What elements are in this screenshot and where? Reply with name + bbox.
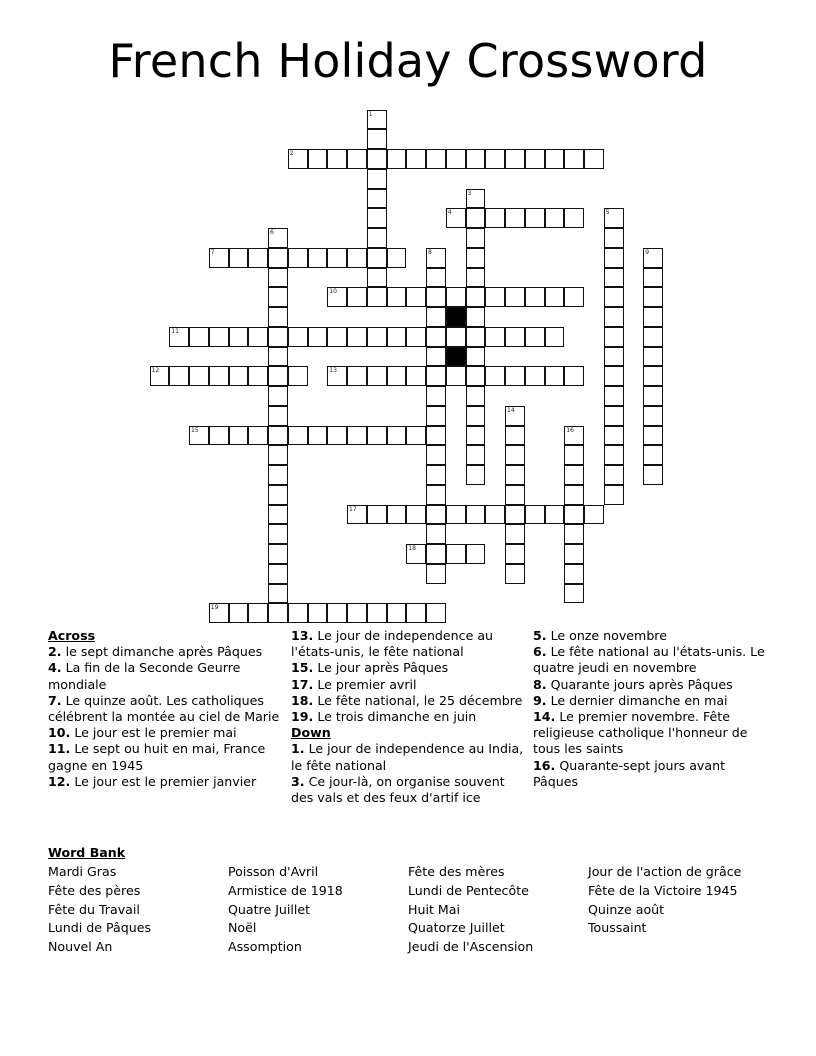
grid-cell[interactable] — [347, 149, 367, 169]
word-bank-column-3 — [408, 863, 588, 957]
grid-cell[interactable] — [466, 465, 486, 485]
clues-column-3 — [533, 628, 769, 790]
grid-cell[interactable] — [604, 445, 624, 465]
grid-cell[interactable] — [643, 307, 663, 327]
grid-cell[interactable] — [248, 366, 268, 386]
grid-cell[interactable] — [505, 524, 525, 544]
grid-cell[interactable] — [564, 584, 584, 604]
clue-across-2: 2. le sept dimanche après Pâques — [48, 644, 263, 660]
grid-cell[interactable] — [268, 465, 288, 485]
grid-cell[interactable] — [406, 366, 426, 386]
grid-cell[interactable] — [604, 386, 624, 406]
clue-number: 10 — [329, 288, 337, 296]
grid-cell[interactable] — [426, 445, 446, 465]
grid-cell[interactable] — [387, 426, 407, 446]
grid-cell[interactable] — [466, 268, 486, 288]
grid-cell[interactable] — [248, 248, 268, 268]
grid-cell[interactable] — [564, 149, 584, 169]
grid-cell[interactable] — [268, 445, 288, 465]
grid-cell[interactable] — [564, 465, 584, 485]
grid-cell[interactable] — [288, 366, 308, 386]
word-bank-item: Quatorze Juillet — [408, 920, 505, 936]
grid-cell[interactable] — [268, 544, 288, 564]
grid-cell[interactable] — [564, 505, 584, 525]
grid-cell[interactable] — [268, 603, 288, 623]
grid-cell[interactable] — [466, 248, 486, 268]
word-bank-item: Jeudi de l'Ascension — [408, 939, 534, 955]
clue-across-10: 10. Le jour est le premier mai — [48, 725, 237, 741]
grid-cell[interactable] — [426, 307, 446, 327]
grid-cell[interactable] — [308, 426, 328, 446]
clue-down-8: 8. Quarante jours après Pâques — [533, 676, 733, 692]
grid-cell[interactable] — [248, 327, 268, 347]
clue-number: 9 — [645, 248, 650, 256]
clue-across-12: 12. Le jour est le premier janvier — [48, 773, 257, 789]
grid-cell[interactable] — [229, 327, 249, 347]
word-bank-column-2 — [228, 863, 408, 957]
grid-cell[interactable] — [308, 603, 328, 623]
grid-cell[interactable] — [367, 149, 387, 169]
grid-cell[interactable] — [564, 426, 584, 446]
grid-cell[interactable] — [387, 603, 407, 623]
grid-cell[interactable] — [268, 406, 288, 426]
grid-cell[interactable] — [387, 287, 407, 307]
clue-across-4: 4. La fin de la Seconde Geurre mondiale — [48, 660, 241, 692]
grid-cell[interactable] — [209, 366, 229, 386]
grid-cell[interactable] — [406, 505, 426, 525]
word-bank-item: Fête de la Victoire 1945 — [588, 882, 738, 898]
grid-cell[interactable] — [327, 366, 347, 386]
word-bank-column-4 — [588, 863, 768, 938]
grid-cell[interactable] — [505, 208, 525, 228]
grid-cell[interactable] — [485, 327, 505, 347]
grid-cell[interactable] — [189, 327, 209, 347]
clue-across-7: 7. Le quinze août. Les catholiques célébrent la montée au ciel de Marie — [48, 692, 280, 725]
grid-cell[interactable] — [505, 426, 525, 446]
grid-cell[interactable] — [466, 386, 486, 406]
grid-cell[interactable] — [327, 248, 347, 268]
grid-cell[interactable] — [564, 445, 584, 465]
grid-cell[interactable] — [268, 505, 288, 525]
word-bank-item: Jour de l'action de grâce — [588, 864, 742, 879]
grid-cell[interactable] — [387, 366, 407, 386]
word-bank-item: Armistice de 1918 — [228, 882, 343, 898]
grid-cell[interactable] — [209, 248, 229, 268]
grid-cell[interactable] — [604, 287, 624, 307]
clues-column-2 — [291, 628, 527, 806]
grid-cell[interactable] — [327, 287, 347, 307]
grid-cell[interactable] — [367, 505, 387, 525]
grid-cell[interactable] — [268, 347, 288, 367]
grid-cell[interactable] — [485, 366, 505, 386]
grid-cell[interactable] — [604, 347, 624, 367]
grid-cell[interactable] — [268, 248, 288, 268]
grid-cell[interactable] — [525, 505, 545, 525]
clue-down-5: 5. Le onze novembre — [533, 628, 667, 643]
grid-cell[interactable] — [229, 366, 249, 386]
grid-cell[interactable] — [446, 287, 466, 307]
grid-cell[interactable] — [406, 149, 426, 169]
grid-cell[interactable] — [426, 485, 446, 505]
word-bank-item: Quatre Juillet — [228, 901, 311, 917]
clue-number: 17 — [349, 505, 357, 513]
grid-cell[interactable] — [406, 544, 426, 564]
grid-cell[interactable] — [347, 603, 367, 623]
grid-cell[interactable] — [426, 406, 446, 426]
clue-number: 2 — [289, 150, 294, 157]
grid-cell[interactable] — [545, 327, 565, 347]
grid-cell[interactable] — [505, 485, 525, 505]
grid-cell[interactable] — [485, 149, 505, 169]
grid-cell[interactable] — [545, 505, 565, 525]
clue-across-11: 11. Le sept ou huit en mai, France gagne en 1945 — [48, 741, 266, 773]
grid-cell[interactable] — [209, 327, 229, 347]
grid-cell[interactable] — [327, 149, 347, 169]
grid-cell[interactable] — [545, 287, 565, 307]
grid-cell[interactable] — [288, 327, 308, 347]
grid-cell[interactable] — [426, 524, 446, 544]
grid-cell[interactable] — [466, 366, 486, 386]
grid-cell[interactable] — [446, 327, 466, 347]
word-bank-item: Lundi de Pentecôte — [408, 882, 529, 898]
grid-cell[interactable] — [545, 208, 565, 228]
grid-cell[interactable] — [466, 406, 486, 426]
grid-cell[interactable] — [643, 347, 663, 367]
grid-cell[interactable] — [268, 564, 288, 584]
grid-cell[interactable] — [327, 603, 347, 623]
clue-number: 3 — [467, 189, 472, 197]
grid-cell[interactable] — [268, 485, 288, 505]
clue-down-16: 16. Quarante-sept jours avant Pâques — [533, 757, 726, 789]
grid-cell[interactable] — [248, 603, 268, 623]
grid-cell[interactable] — [505, 406, 525, 426]
clue-down-1: 1. Le jour de independence au India, le fête national — [291, 741, 524, 773]
clue-number: 5 — [605, 209, 610, 217]
grid-cell[interactable] — [525, 366, 545, 386]
grid-cell[interactable] — [466, 228, 486, 248]
grid-cell[interactable] — [505, 327, 525, 347]
grid-cell[interactable] — [248, 426, 268, 446]
grid-cell[interactable] — [229, 426, 249, 446]
grid-cell[interactable] — [308, 149, 328, 169]
word-bank-heading: Word Bank — [48, 845, 126, 860]
grid-cell[interactable] — [347, 505, 367, 525]
grid-cell[interactable] — [505, 505, 525, 525]
grid-cell[interactable] — [367, 287, 387, 307]
grid-cell[interactable] — [604, 307, 624, 327]
grid-cell[interactable] — [229, 603, 249, 623]
page-title: French Holiday Crossword — [108, 34, 708, 88]
grid-cell[interactable] — [564, 564, 584, 584]
grid-cell[interactable] — [604, 366, 624, 386]
clue-number: 19 — [210, 604, 219, 612]
grid-cell[interactable] — [347, 248, 367, 268]
word-bank-item: Nouvel An — [48, 939, 113, 955]
grid-cell[interactable] — [367, 426, 387, 446]
grid-cell[interactable] — [604, 485, 624, 505]
grid-cell[interactable] — [446, 208, 466, 228]
grid-cell[interactable] — [604, 465, 624, 485]
grid-cell[interactable] — [327, 426, 347, 446]
down-heading: Down — [291, 725, 331, 741]
grid-cell[interactable] — [604, 228, 624, 248]
grid-cell[interactable] — [426, 366, 446, 386]
grid-cell[interactable] — [446, 149, 466, 169]
grid-cell[interactable] — [426, 149, 446, 169]
grid-cell[interactable] — [643, 426, 663, 446]
grid-cell[interactable] — [466, 347, 486, 367]
grid-cell[interactable] — [505, 465, 525, 485]
grid-cell[interactable] — [426, 564, 446, 584]
grid-cell[interactable] — [367, 248, 387, 268]
grid-cell[interactable] — [643, 268, 663, 288]
grid-cell[interactable] — [367, 366, 387, 386]
grid-cell[interactable] — [584, 505, 604, 525]
grid-cell[interactable] — [426, 248, 446, 268]
grid-cell[interactable] — [426, 426, 446, 446]
grid-cell[interactable] — [643, 287, 663, 307]
clue-across-18: 18. Le fête national, le 25 décembre — [291, 692, 523, 708]
grid-cell[interactable] — [268, 287, 288, 307]
grid-cell[interactable] — [367, 189, 387, 209]
crossword-grid — [150, 110, 670, 630]
grid-cell[interactable] — [426, 287, 446, 307]
grid-cell[interactable] — [406, 603, 426, 623]
grid-cell[interactable] — [505, 445, 525, 465]
grid-cell[interactable] — [505, 544, 525, 564]
grid-cell[interactable] — [327, 327, 347, 347]
grid-cell[interactable] — [466, 505, 486, 525]
grid-cell[interactable] — [406, 426, 426, 446]
grid-cell[interactable] — [466, 307, 486, 327]
grid-cell[interactable] — [209, 603, 229, 623]
grid-cell[interactable] — [189, 426, 209, 446]
grid-cell[interactable] — [347, 366, 367, 386]
grid-cell[interactable] — [545, 149, 565, 169]
word-bank-item: Poisson d'Avril — [228, 864, 319, 879]
word-bank-item: Fête des mères — [408, 864, 505, 879]
grid-cell[interactable] — [604, 327, 624, 347]
grid-cell[interactable] — [150, 366, 170, 386]
word-bank-item: Mardi Gras — [48, 864, 117, 879]
grid-cell[interactable] — [169, 327, 189, 347]
clue-number: 12 — [151, 367, 160, 375]
grid-cell[interactable] — [387, 149, 407, 169]
clues-column-1 — [48, 628, 284, 790]
clue-number: 8 — [428, 248, 432, 256]
clue-number: 7 — [210, 248, 215, 256]
grid-cell[interactable] — [347, 426, 367, 446]
grid-cell[interactable] — [466, 189, 486, 209]
grid-cell[interactable] — [584, 149, 604, 169]
word-bank-item: Lundi de Pâques — [48, 920, 152, 936]
grid-cell[interactable] — [643, 366, 663, 386]
black-cell — [446, 307, 466, 327]
grid-cell[interactable] — [505, 564, 525, 584]
grid-cell[interactable] — [446, 544, 466, 564]
grid-cell[interactable] — [387, 327, 407, 347]
grid-cell[interactable] — [643, 445, 663, 465]
grid-cell[interactable] — [347, 287, 367, 307]
grid-cell[interactable] — [288, 248, 308, 268]
grid-cell[interactable] — [426, 505, 446, 525]
grid-cell[interactable] — [643, 248, 663, 268]
grid-cell[interactable] — [426, 268, 446, 288]
grid-cell[interactable] — [505, 287, 525, 307]
grid-cell[interactable] — [347, 327, 367, 347]
word-bank-item: Noël — [228, 920, 257, 936]
grid-cell[interactable] — [564, 544, 584, 564]
grid-cell[interactable] — [466, 287, 486, 307]
clue-down-3: 3. Ce jour-là, on organise souvent des vals et des feux d'artif ice — [291, 773, 505, 806]
clue-number: 11 — [171, 327, 179, 335]
grid-cell[interactable] — [485, 208, 505, 228]
grid-cell[interactable] — [229, 248, 249, 268]
clue-number: 1 — [368, 110, 373, 118]
grid-cell[interactable] — [426, 327, 446, 347]
grid-cell[interactable] — [505, 366, 525, 386]
black-cell — [446, 347, 466, 367]
grid-cell[interactable] — [367, 208, 387, 228]
grid-cell[interactable] — [426, 465, 446, 485]
clue-down-9: 9. Le dernier dimanche en mai — [533, 692, 728, 708]
grid-cell[interactable] — [367, 268, 387, 288]
grid-cell[interactable] — [367, 110, 387, 130]
grid-cell[interactable] — [367, 603, 387, 623]
grid-cell[interactable] — [564, 366, 584, 386]
grid-cell[interactable] — [466, 208, 486, 228]
grid-cell[interactable] — [268, 524, 288, 544]
grid-cell[interactable] — [406, 287, 426, 307]
grid-cell[interactable] — [426, 347, 446, 367]
clue-across-15: 15. Le jour après Pâques — [291, 660, 449, 676]
grid-cell[interactable] — [604, 208, 624, 228]
grid-cell[interactable] — [308, 327, 328, 347]
grid-cell[interactable] — [525, 208, 545, 228]
clue-down-14: 14. Le premier novembre. Fête religieuse catholique l'honneur de tous les saints — [533, 709, 748, 757]
grid-cell[interactable] — [268, 268, 288, 288]
grid-cell[interactable] — [268, 366, 288, 386]
grid-cell[interactable] — [169, 366, 189, 386]
word-bank-item: Toussaint — [588, 920, 647, 936]
clue-number: 6 — [270, 229, 274, 236]
grid-cell[interactable] — [564, 485, 584, 505]
clue-number: 4 — [447, 209, 452, 217]
grid-cell[interactable] — [268, 327, 288, 347]
clue-number: 13 — [329, 367, 337, 375]
grid-cell[interactable] — [367, 327, 387, 347]
grid-cell[interactable] — [446, 366, 466, 386]
clue-number: 16 — [566, 426, 574, 434]
grid-cell[interactable] — [288, 149, 308, 169]
grid-cell[interactable] — [466, 149, 486, 169]
grid-cell[interactable] — [643, 327, 663, 347]
grid-cell[interactable] — [446, 505, 466, 525]
grid-cell[interactable] — [268, 307, 288, 327]
grid-cell[interactable] — [525, 149, 545, 169]
grid-cell[interactable] — [643, 386, 663, 406]
grid-cell[interactable] — [268, 228, 288, 248]
grid-cell[interactable] — [209, 426, 229, 446]
grid-cell[interactable] — [643, 406, 663, 426]
grid-cell[interactable] — [564, 208, 584, 228]
word-bank-item: Quinze août — [588, 901, 665, 917]
grid-cell[interactable] — [505, 149, 525, 169]
grid-cell[interactable] — [426, 603, 446, 623]
grid-cell[interactable] — [189, 366, 209, 386]
clue-across-13: 13. Le jour de independence au l'états-unis, le fête national — [291, 628, 494, 660]
across-heading: Across — [48, 628, 96, 643]
word-bank-item: Fête des pères — [48, 882, 141, 898]
clue-across-19: 19. Le trois dimanche en juin — [291, 709, 477, 725]
grid-cell[interactable] — [604, 268, 624, 288]
word-bank-column-1 — [48, 863, 228, 957]
grid-cell[interactable] — [564, 287, 584, 307]
grid-cell[interactable] — [426, 544, 446, 564]
clue-number: 18 — [408, 545, 416, 552]
grid-cell[interactable] — [406, 327, 426, 347]
grid-cell[interactable] — [387, 248, 407, 268]
grid-cell[interactable] — [604, 248, 624, 268]
word-bank-item: Fête du Travail — [48, 901, 140, 917]
grid-cell[interactable] — [604, 406, 624, 426]
grid-cell[interactable] — [426, 386, 446, 406]
grid-cell[interactable] — [387, 505, 407, 525]
grid-cell[interactable] — [466, 327, 486, 347]
grid-cell[interactable] — [308, 248, 328, 268]
grid-cell[interactable] — [367, 129, 387, 149]
grid-cell[interactable] — [268, 584, 288, 604]
grid-cell[interactable] — [268, 426, 288, 446]
grid-cell[interactable] — [564, 524, 584, 544]
grid-cell[interactable] — [525, 287, 545, 307]
grid-cell[interactable] — [367, 228, 387, 248]
grid-cell[interactable] — [367, 169, 387, 189]
clue-number: 15 — [191, 426, 199, 434]
grid-cell[interactable] — [545, 366, 565, 386]
grid-cell[interactable] — [525, 327, 545, 347]
grid-cell[interactable] — [466, 544, 486, 564]
grid-cell[interactable] — [604, 426, 624, 446]
grid-cell[interactable] — [288, 603, 308, 623]
grid-cell[interactable] — [268, 386, 288, 406]
clue-down-6: 6. Le fête national au l'états-unis. Le quatre jeudi en novembre — [533, 644, 765, 676]
grid-cell[interactable] — [485, 505, 505, 525]
clue-number: 14 — [507, 406, 515, 414]
word-bank-item: Huit Mai — [408, 901, 460, 917]
grid-cell[interactable] — [288, 426, 308, 446]
grid-cell[interactable] — [643, 465, 663, 485]
grid-cell[interactable] — [466, 445, 486, 465]
word-bank-item: Assomption — [228, 939, 302, 955]
grid-cell[interactable] — [466, 426, 486, 446]
clue-across-17: 17. Le premier avril — [291, 676, 417, 692]
grid-cell[interactable] — [485, 287, 505, 307]
